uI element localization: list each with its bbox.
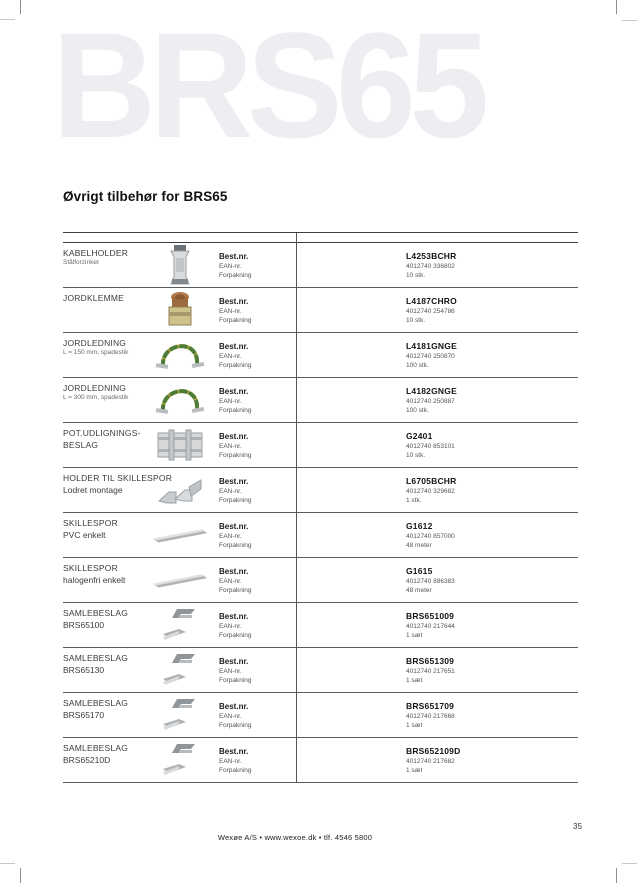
ean-nr-label: EAN-nr.	[219, 622, 242, 630]
product-title: KABELHOLDER	[63, 248, 129, 258]
product-image-kabelholder	[151, 244, 209, 286]
crop-mark-bottom-left-h	[0, 863, 15, 864]
table-row	[63, 288, 578, 333]
best-nr-value: BRS651009	[406, 611, 455, 621]
ean-value: 4012740 250870	[406, 353, 455, 360]
product-image-samlebeslag	[151, 695, 209, 735]
ean-value: 4012740 329682	[406, 488, 455, 495]
ean-nr-label: EAN-nr.	[219, 577, 242, 585]
forpakning-label: Forpakning	[219, 361, 252, 369]
ean-value: 4012740 853101	[406, 443, 455, 450]
best-nr-value: BRS652109D	[406, 746, 461, 756]
table-row	[63, 738, 578, 783]
forpakning-value: 1 sæt	[406, 677, 423, 684]
best-nr-value: G2401	[406, 431, 433, 441]
product-image-samlebeslag	[151, 740, 209, 780]
ean-value: 4012740 857000	[406, 533, 455, 540]
forpakning-label: Forpakning	[219, 406, 252, 414]
forpakning-value: 10 stk.	[406, 317, 426, 324]
best-nr-label: Best.nr.	[219, 386, 249, 396]
best-nr-label: Best.nr.	[219, 476, 249, 486]
accessories-table	[63, 232, 578, 783]
crop-mark-top-right-h	[622, 20, 637, 21]
ean-value: 4012740 217651	[406, 668, 455, 675]
forpakning-value: 48 meter	[406, 542, 432, 549]
table-row	[63, 468, 578, 513]
forpakning-value: 1 sæt	[406, 767, 423, 774]
table-row	[63, 693, 578, 738]
product-title: SKILLESPOR	[63, 518, 118, 528]
product-image-jordklemme	[151, 290, 209, 330]
forpakning-value: 1 sæt	[406, 722, 423, 729]
crop-mark-bottom-right-h	[622, 863, 637, 864]
crop-mark-bottom-right-v	[616, 868, 617, 883]
table-row	[63, 333, 578, 378]
product-title: JORDKLEMME	[63, 293, 125, 303]
product-subtitle: L = 300 mm, spadestik	[63, 394, 129, 401]
table-row	[63, 423, 578, 468]
ean-nr-label: EAN-nr.	[219, 757, 242, 765]
best-nr-value: L4181GNGE	[406, 341, 457, 351]
forpakning-label: Forpakning	[219, 586, 252, 594]
forpakning-value: 48 meter	[406, 587, 432, 594]
table-row	[63, 378, 578, 423]
forpakning-value: 1 stk.	[406, 497, 422, 504]
best-nr-label: Best.nr.	[219, 296, 249, 306]
best-nr-label: Best.nr.	[219, 611, 249, 621]
best-nr-label: Best.nr.	[219, 656, 249, 666]
forpakning-value: 1 sæt	[406, 632, 423, 639]
table-row	[63, 558, 578, 603]
forpakning-label: Forpakning	[219, 541, 252, 549]
product-subtitle: BESLAG	[63, 440, 99, 450]
ean-nr-label: EAN-nr.	[219, 307, 242, 315]
forpakning-value: 10 stk.	[406, 272, 426, 279]
crop-mark-top-right-v	[616, 0, 617, 14]
product-title: SAMLEBESLAG	[63, 653, 129, 663]
product-image-pot-udligningsbeslag	[151, 428, 209, 462]
ean-nr-label: EAN-nr.	[219, 442, 242, 450]
ean-value: 4012740 886383	[406, 578, 455, 585]
product-image-jordledning	[151, 381, 209, 419]
product-image-skillespor	[151, 525, 209, 545]
ean-value: 4012740 336802	[406, 263, 455, 270]
forpakning-label: Forpakning	[219, 271, 252, 279]
best-nr-value: BRS651309	[406, 656, 455, 666]
page-number: 35	[573, 822, 582, 831]
best-nr-value: L4182GNGE	[406, 386, 457, 396]
ean-value: 4012740 217668	[406, 713, 455, 720]
best-nr-label: Best.nr.	[219, 431, 249, 441]
forpakning-value: 100 stk.	[406, 362, 429, 369]
forpakning-value: 100 stk.	[406, 407, 429, 414]
best-nr-label: Best.nr.	[219, 701, 249, 711]
ean-nr-label: EAN-nr.	[219, 532, 242, 540]
product-title: SAMLEBESLAG	[63, 743, 129, 753]
product-title: POT.UDLIGNINGS-	[63, 428, 141, 438]
product-subtitle: BRS65100	[63, 620, 105, 630]
best-nr-label: Best.nr.	[219, 341, 249, 351]
best-nr-value: L4253BCHR	[406, 251, 457, 261]
ean-nr-label: EAN-nr.	[219, 712, 242, 720]
ean-value: 4012740 217644	[406, 623, 455, 630]
ean-nr-label: EAN-nr.	[219, 397, 242, 405]
best-nr-value: G1612	[406, 521, 433, 531]
product-image-jordledning	[151, 336, 209, 374]
forpakning-label: Forpakning	[219, 496, 252, 504]
forpakning-label: Forpakning	[219, 766, 252, 774]
ean-nr-label: EAN-nr.	[219, 487, 242, 495]
best-nr-value: BRS651709	[406, 701, 455, 711]
product-subtitle: PVC enkelt	[63, 530, 106, 540]
watermark-text: BRS65	[52, 1, 483, 169]
product-subtitle: BRS65130	[63, 665, 105, 675]
ean-value: 4012740 250887	[406, 398, 455, 405]
ean-value: 4012740 254786	[406, 308, 455, 315]
crop-mark-top-left-h	[0, 19, 15, 20]
product-title: JORDLEDNING	[63, 383, 127, 393]
crop-mark-top-left-v	[20, 0, 21, 14]
product-subtitle: BRS65210D	[63, 755, 111, 765]
product-subtitle: Lodret montage	[63, 485, 123, 495]
table-header-band	[63, 233, 578, 243]
forpakning-label: Forpakning	[219, 316, 252, 324]
ean-value: 4012740 217682	[406, 758, 455, 765]
best-nr-label: Best.nr.	[219, 521, 249, 531]
product-subtitle: BRS65170	[63, 710, 105, 720]
table-row	[63, 243, 578, 288]
footer-contact: Wexøe A/S • www.wexoe.dk • tlf. 4546 5800	[217, 833, 373, 842]
product-title: HOLDER TIL SKILLESPOR	[63, 473, 173, 483]
best-nr-label: Best.nr.	[219, 566, 249, 576]
product-image-skillespor	[151, 570, 209, 590]
best-nr-value: L6705BCHR	[406, 476, 457, 486]
forpakning-value: 10 stk.	[406, 452, 426, 459]
product-image-samlebeslag	[151, 605, 209, 645]
ean-nr-label: EAN-nr.	[219, 667, 242, 675]
product-title: SKILLESPOR	[63, 563, 118, 573]
product-title: SAMLEBESLAG	[63, 608, 129, 618]
product-title: SAMLEBESLAG	[63, 698, 129, 708]
table-row	[63, 603, 578, 648]
ean-nr-label: EAN-nr.	[219, 352, 242, 360]
best-nr-label: Best.nr.	[219, 251, 249, 261]
product-subtitle: halogenfri enkelt	[63, 575, 126, 585]
ean-nr-label: EAN-nr.	[219, 262, 242, 270]
table-row	[63, 513, 578, 558]
forpakning-label: Forpakning	[219, 451, 252, 459]
product-subtitle: Stålforzinket	[63, 259, 99, 266]
product-image-samlebeslag	[151, 650, 209, 690]
best-nr-value: G1615	[406, 566, 433, 576]
forpakning-label: Forpakning	[219, 676, 252, 684]
forpakning-label: Forpakning	[219, 631, 252, 639]
forpakning-label: Forpakning	[219, 721, 252, 729]
crop-mark-bottom-left-v	[20, 868, 21, 883]
table-row	[63, 648, 578, 693]
best-nr-label: Best.nr.	[219, 746, 249, 756]
product-title: JORDLEDNING	[63, 338, 127, 348]
product-subtitle: L = 150 mm, spadestik	[63, 349, 129, 356]
best-nr-value: L4187CHRO	[406, 296, 457, 306]
page-title: Øvrigt tilbehør for BRS65	[63, 189, 228, 204]
product-image-holder-til-skillespor	[151, 475, 209, 505]
